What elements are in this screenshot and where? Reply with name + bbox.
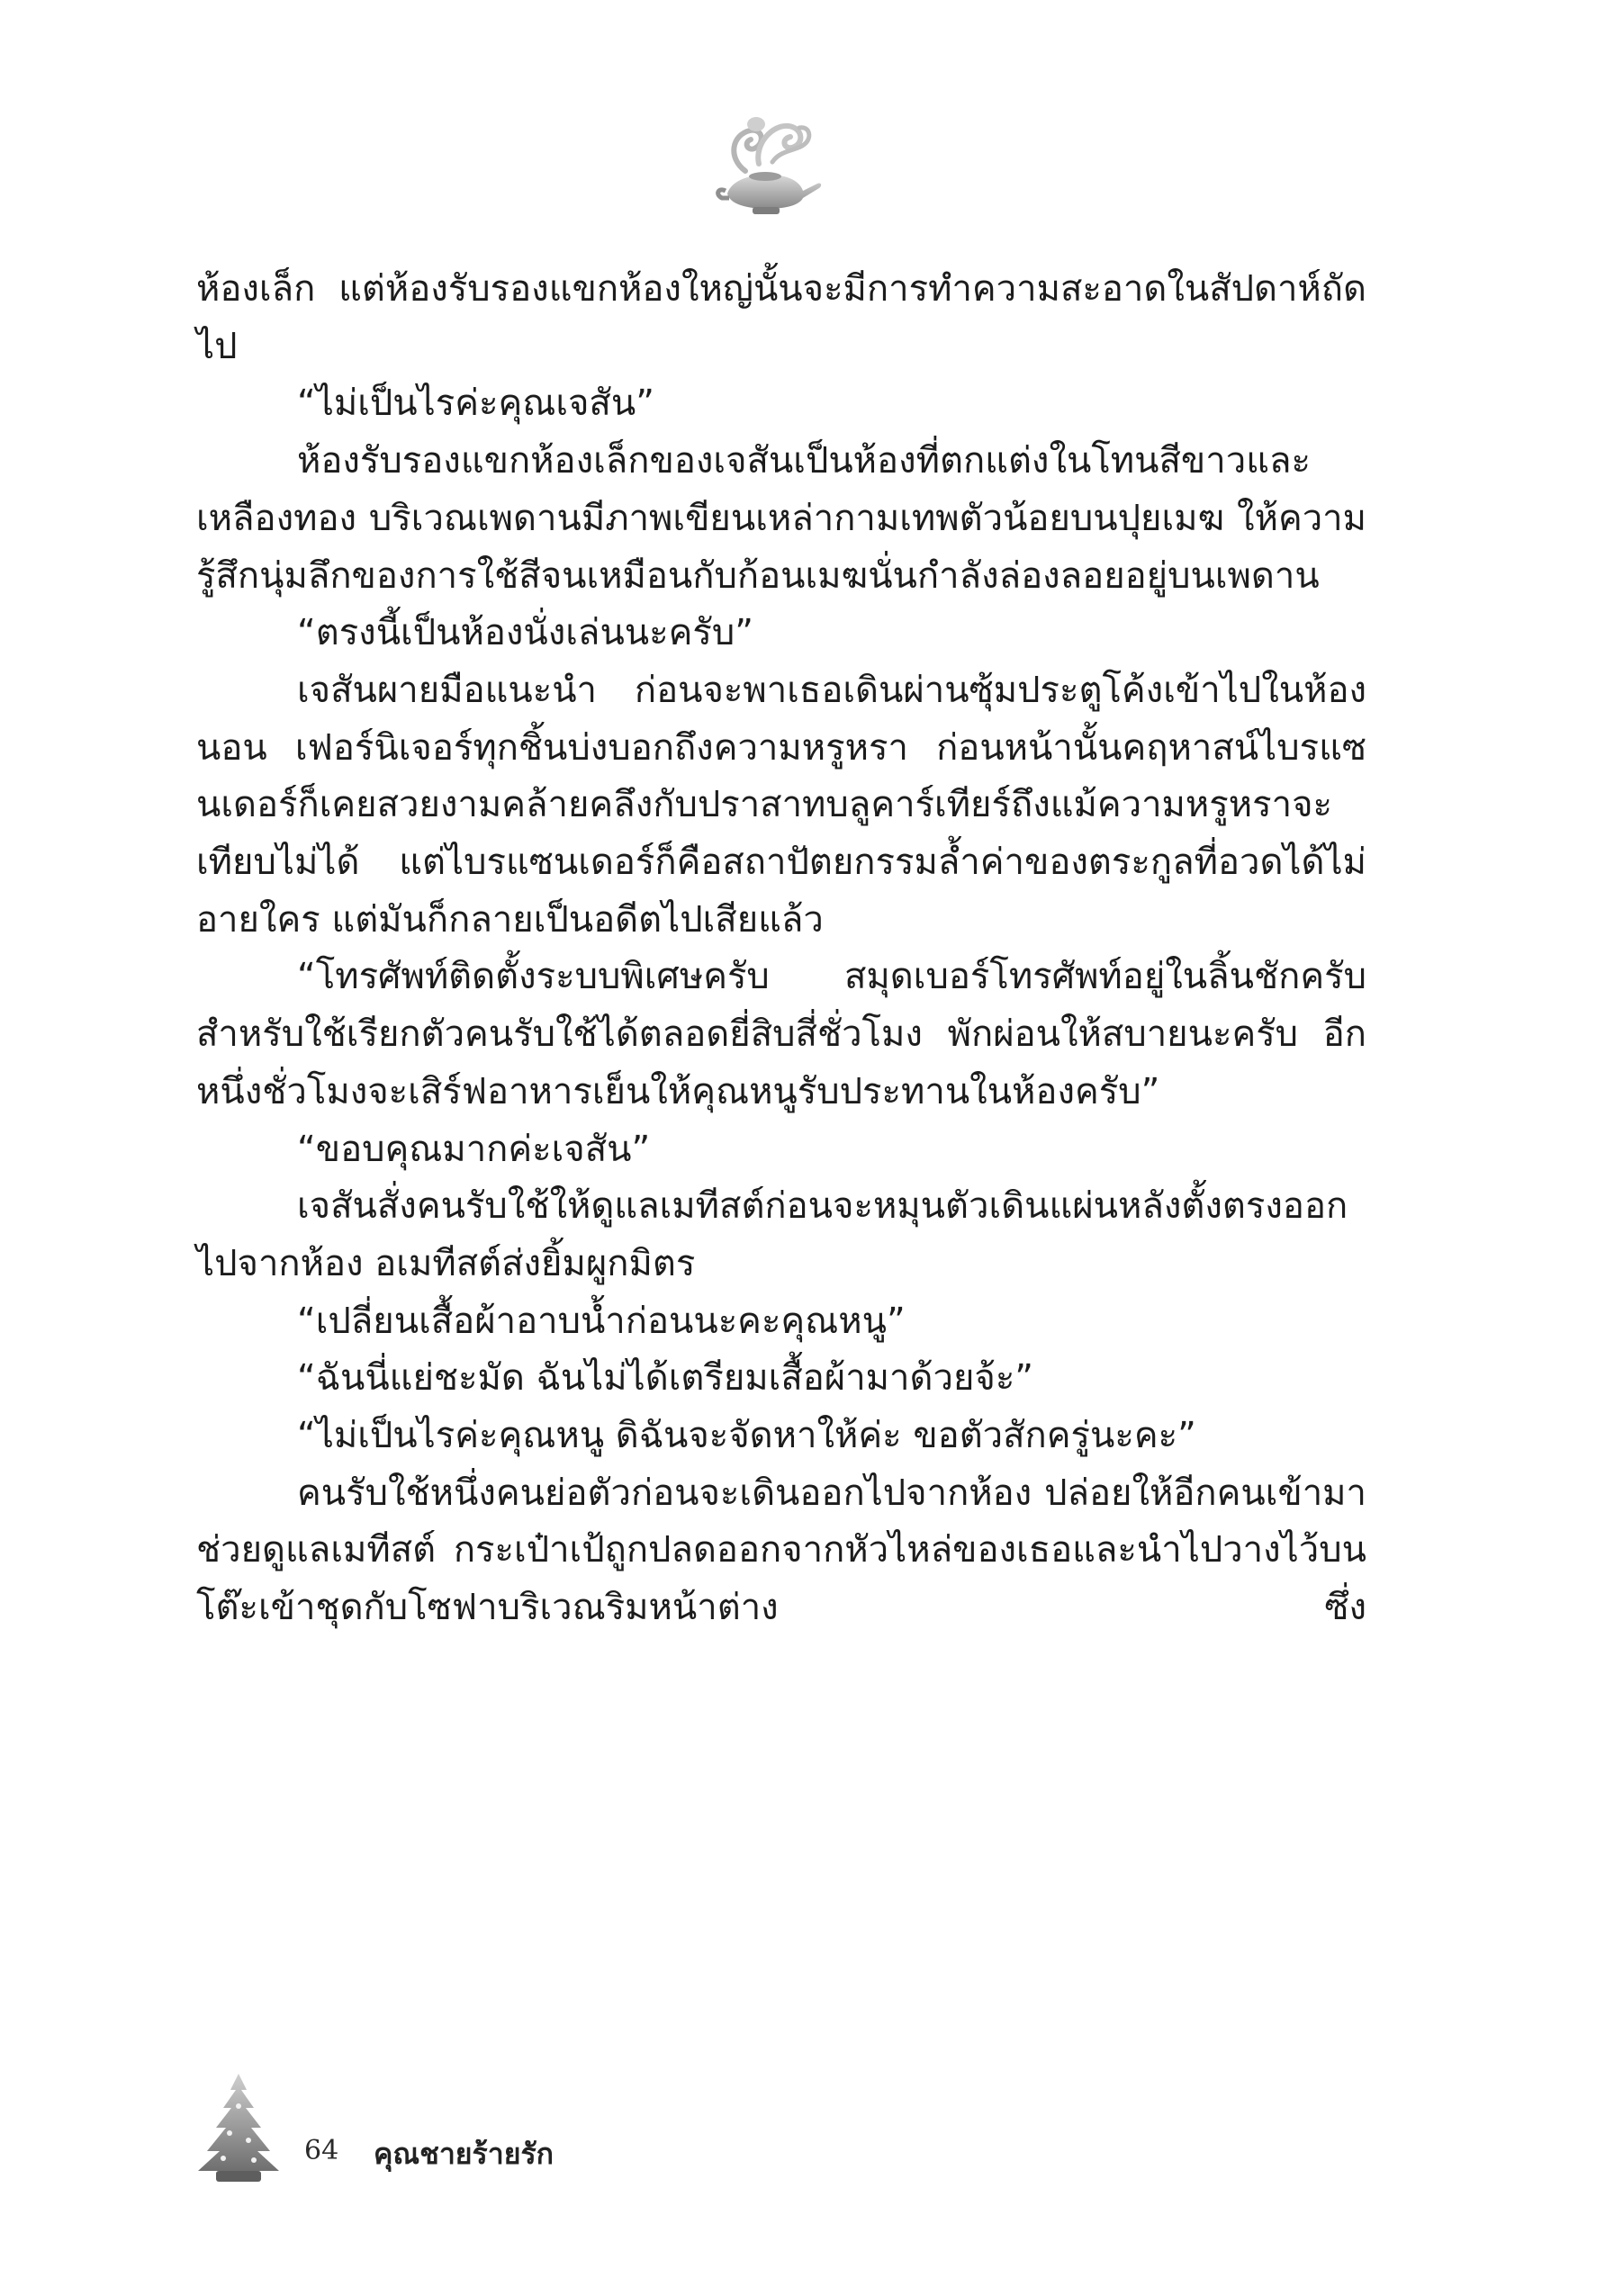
paragraph-7: “ขอบคุณมากค่ะเจสัน” — [297, 1128, 651, 1170]
genie-lamp-icon — [709, 108, 826, 221]
page-footer — [189, 2070, 819, 2187]
paragraph-2: “ไม่เป็นไรค่ะคุณเจสัน” — [297, 383, 654, 425]
paragraph-6: “โทรศัพท์ติดตั้งระบบพิเศษครับ สมุดเบอร์โทรศัพท์อยู่ในลิ้นชักครับ สำหรับใช้เรียกตัวคนรับใช้ได้ตลอดยี่สิบสี่ชั่วโมง พักผ่อนให้สบายนะครับ อีกหนึ่งชั่วโมงจะเสิร์ฟอาหารเย็นให้คุณหนูรับประทานในห้องครับ” — [196, 956, 1366, 1112]
paragraph-10: “ฉันนี่แย่ชะมัด ฉันไม่ได้เตรียมเสื้อผ้ามาด้วยจ้ะ” — [297, 1357, 1034, 1400]
paragraph-8: เจสันสั่งคนรับใช้ให้ดูแลเมทีสต์ก่อนจะหมุนตัวเดินแผ่นหลังตั้งตรงออกไปจากห้อง อเมทีสต์ส่งยิ้มผูกมิตร — [196, 1185, 1348, 1284]
body-text — [196, 261, 1366, 1637]
paragraph-4: “ตรงนี้เป็นห้องนั่งเล่นนะครับ” — [297, 612, 753, 654]
paragraph-5: เจสันผายมือแนะนำ ก่อนจะพาเธอเดินผ่านซุ้มประตูโค้งเข้าไปในห้องนอน เฟอร์นิเจอร์ทุกชิ้นบ่งบอกถึงความหรูหรา ก่อนหน้านั้นคฤหาสน์ไบรแซนเดอร์ก็เคยสวยงามคล้ายคลึงกับปราสาทบลูคาร์เทียร์ถึงแม้ความหรูหราจะเทียบไม่ได้ แต่ไบรแซนเดอร์ก็คือสถาปัตยกรรมล้ำค่าของตระกูลที่อวดได้ไม่อายใคร แต่มันก็กลายเป็นอดีตไปเสียแล้ว — [196, 669, 1366, 941]
paragraph-3: ห้องรับรองแขกห้องเล็กของเจสันเป็นห้องที่ตกแต่งในโทนสีขาวและเหลืองทอง บริเวณเพดานมีภาพเขียนเหล่ากามเทพตัวน้อยบนปุยเมฆ ให้ความรู้สึกนุ่มลึกของการใช้สีจนเหมือนกับก้อนเมฆนั่นกำลังล่องลอยอยู่บนเพดาน — [196, 440, 1366, 597]
paragraph-11: “ไม่เป็นไรค่ะคุณหนู ดิฉันจะจัดหาให้ค่ะ ขอตัวสักครู่นะคะ” — [297, 1415, 1196, 1457]
paragraph-9: “เปลี่ยนเสื้อผ้าอาบน้ำก่อนนะคะคุณหนู” — [297, 1300, 906, 1342]
paragraph-12: คนรับใช้หนึ่งคนย่อตัวก่อนจะเดินออกไปจากห้อง ปล่อยให้อีกคนเข้ามาช่วยดูแลเมทีสต์ กระเป๋าเป้ถูกปลดออกจากหัวไหล่ของเธอและนำไปวางไว้บนโต๊ะเข้าชุดกับโซฟาบริเวณริมหน้าต่าง ซึ่ง — [196, 1472, 1366, 1629]
paragraph-1: ห้องเล็ก แต่ห้องรับรองแขกห้องใหญ่นั้นจะมีการทำความสะอาดในสัปดาห์ถัดไป — [196, 268, 1366, 367]
page-number: 64 — [304, 2135, 339, 2166]
book-title: คุณชายร้ายรัก — [374, 2137, 554, 2171]
ornamental-tree-icon — [189, 2070, 288, 2187]
